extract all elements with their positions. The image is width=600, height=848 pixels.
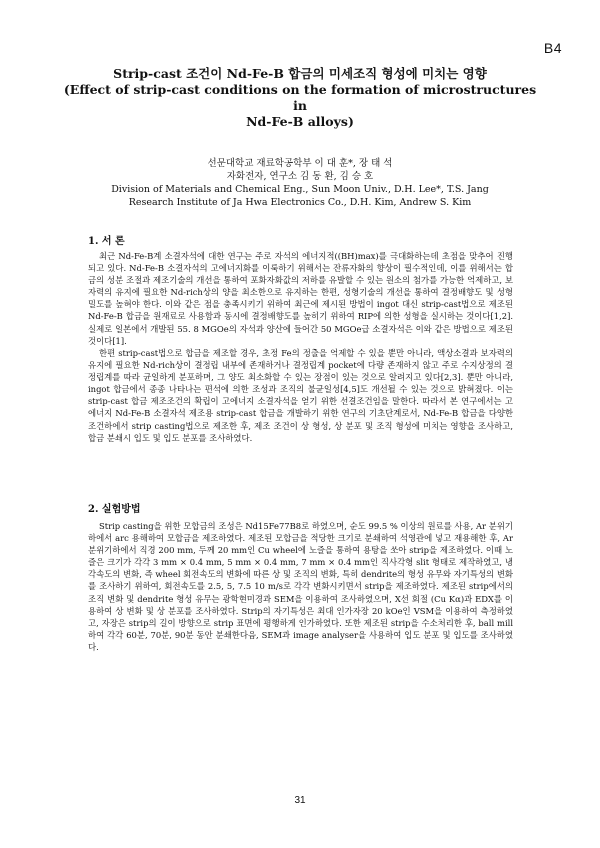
intro-paragraph-1: 최근 Nd-Fe-B계 소결자석에 대한 연구는 주로 자석의 에너지적((BH)max)를 극대화하는데 초점을 맞추어 진행되고 있다. Nd-Fe-B 소결자석의 고에너지화를 이룩하기 위해서는 잔류자화의 향상이 필수적인데, 이를 위해서는 합금의 성분 조절과 제조기술의 개선을 통하여 포화자화값의 저하를 유발할 수 있는 원소의 첨가를 가능한 억제하고, 보자력의 유지에 필요한 Nd-rich상의 양을 최소한으로 유지하는 한편, 성형기술의 개선을 통하여 결정배향도 및 성형밀도를 높혀야 한다. 이와 같은 점을 충족시키기 위하여 최근에 제시된 방법이 ingot 대신 strip-cast법으로 제조된 Nd-Fe-B 합금을 원재료로 사용함과 동시에 결정배향도를 높히기 위하여 RIP에 의한 성형을 실시하는 것이다[1,2]. 실제로 일본에서 개발된 55. 8 MGOe의 자석과 양산에 들어간 50 MGOe급 소결자석은 이와 같은 방법으로 제조된 것이다[1]. <box>88 251 513 346</box>
title-english-line1: (Effect of strip-cast conditions on the formation of microstructures in <box>63 82 537 113</box>
method-paragraph-1: Strip casting을 위한 모합금의 조성은 Nd15Fe77B8로 하였으며, 순도 99.5 % 이상의 원료를 사용, Ar 분위기하에서 arc 용해하여 모합금을 제조하였다. 제조된 모합금을 적당한 크기로 분쇄하여 석영관에 넣고 재용해한 후, Ar 분위기하에서 직경 200 mm, 두께 20 mm인 Cu wheel에 노즐을 통하여 용탕을 쏘아 strip을 제조하였다. 이때 노즐은 크기가 각각 3 mm × 0.4 mm, 5 mm × 0.4 mm, 7 mm × 0.4 mm인 직사각형 slit 형태로 제작하였고, 냉각속도의 변화, 즉 wheel 회전속도의 변화에 따른 상 및 조직의 변화, 특히 dendrite의 형성 유무와 자기특성의 변화를 조사하기 위하여, 회전속도를 2.5, 5, 7.5 10 m/s로 각각 변화시키면서 strip을 제조하였다. 제조된 strip에서의 조직 변화 및 dendrite 형성 유무는 광학현미경과 SEM을 이용하여 조사하였으며, X선 회절 (Cu Kα)과 EDX를 이용하여 상 변화 및 상 분포를 조사하였다. Strip의 자기특성은 최대 인가자장 20 kOe인 VSM을 이용하여 측정하였고, 자장은 strip의 길이 방향으로 strip 표면에 평행하게 인가하였다. 또한 제조된 strip을 수소처리한 후, ball mill하여 각각 60분, 70분, 90분 동안 분쇄한다음, SEM과 image analyser을 사용하여 입도 분포 및 입도를 조사하였다. <box>88 521 513 652</box>
author-block <box>60 157 540 209</box>
page-number: 31 <box>294 795 306 806</box>
page-code: B4 <box>543 40 562 56</box>
intro-paragraph-2: 한편 strip-cast법으로 합금을 제조할 경우, 초정 Fe의 정출을 억제할 수 있을 뿐만 아니라, 액상소결과 보자력의 유지에 필요한 Nd-rich상이 결정립 내부에 존재하거나 결정립계 pocket에 다량 존재하지 않고 주로 수지상정의 결정립계를 따라 균일하게 분포하며, 그 양도 최소화할 수 있는 장점이 있는 것으로 알려지고 있다[2,3]. 뿐만 아니라, ingot 합금에서 종종 나타나는 편석에 의한 조성과 조직의 불균일성[4,5]도 개선될 수 있는 것으로 밝혀졌다. 이는 strip-cast 합금 제조조건의 확립이 고에너지 소결자석을 얻기 위한 선결조건임을 말한다. 따라서 본 연구에서는 고에너지 Nd-Fe-B 소결자석 제조용 strip-cast 합금을 개발하기 위한 연구의 기초단계로서, Nd-Fe-B 합금을 다양한 조건하에서 strip casting법으로 제조한 후, 제조 조건이 상 형성, 상 분포 및 조직 형성에 미치는 영향을 조사하고, 합금 분쇄시 입도 및 입도 분포를 조사하였다. <box>88 348 513 443</box>
authors-line3: Division of Materials and Chemical Eng., Sun Moon Univ., D.H. Lee*, T.S. Jang <box>111 184 489 195</box>
authors-line1: 선문대학교 재료학공학부 이 대 훈*, 장 태 석 <box>207 158 393 169</box>
authors-line2: 자화전자, 연구소 김 동 환, 김 승 호 <box>226 171 374 182</box>
title-korean: Strip-cast 조건이 Nd-Fe-B 합금의 미세조직 형성에 미치는 영향 <box>113 66 487 81</box>
method-heading: 2. 실험방법 <box>88 504 141 515</box>
title-english-line2: Nd-Fe-B alloys) <box>246 114 354 129</box>
intro-heading: 1. 서 론 <box>88 236 125 247</box>
paper-title <box>60 66 540 130</box>
authors-line4: Research Institute of Ja Hwa Electronics Co., D.H. Kim, Andrew S. Kim <box>128 197 472 208</box>
